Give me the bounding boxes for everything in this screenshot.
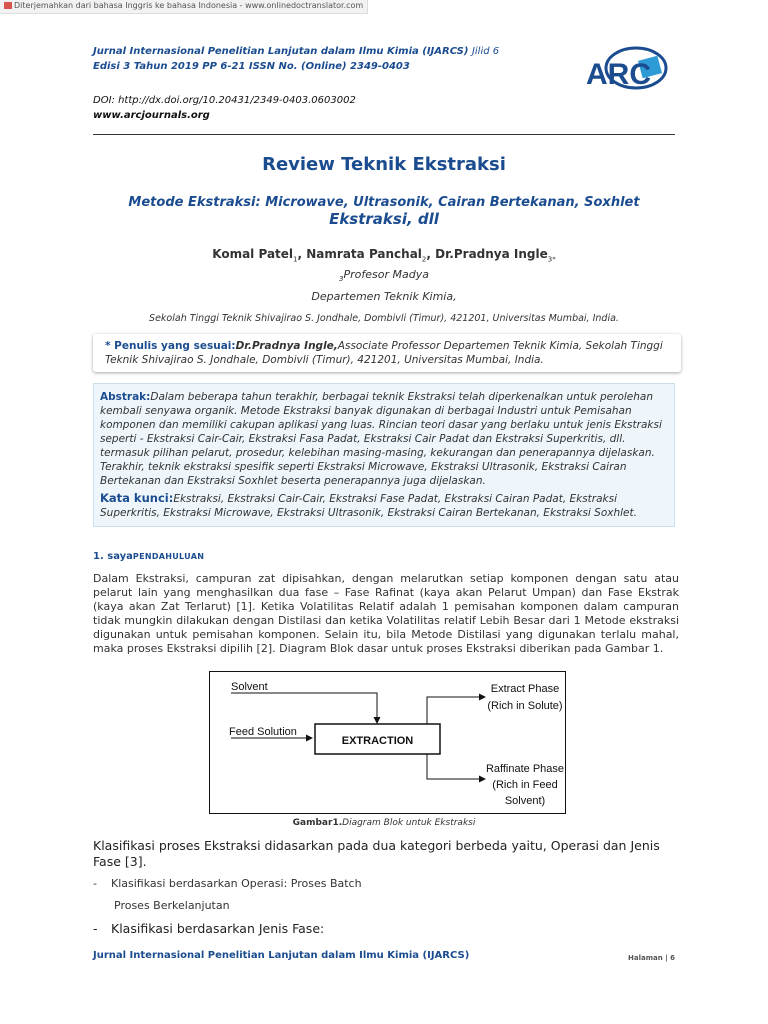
subtitle-line-2: Ekstraksi, dll [329, 210, 439, 228]
corr-text: Associate Professor Departemen Teknik Kimia, Sekolah Tinggi Teknik Shivajirao S. Jondhale, Dombivli (Timur), 421201, Universitas Mumbai, India. [105, 340, 663, 366]
extraction-label: EXTRACTION [341, 735, 414, 747]
author-3: Dr.Pradnya Ingle [435, 247, 548, 261]
extract-label-2: (Rich in Solute) [487, 700, 563, 712]
translator-icon [4, 2, 12, 9]
intro-paragraph: Dalam Ekstraksi, campuran zat dipisahkan, dengan melarutkan setiap komponen dengan satu atau pelarut lain yang menghasilkan dua fase – Fase Rafinat (kaya akan Pelarut Umpan) dan Fase Ekstrak (kaya akan Zat Terlarut) [1]. Ketika Volatilitas Relatif adalah 1 pemisahan komponen dalam campuran tidak mungkin dilakukan dengan Distilasi dan ketika Volatilitas relatif Lebih Besar dari 1 Metode ekstraksi digunakan untuk pemisahan komponen. Selain itu, bila Metode Distilasi yang digunakan terlalu mahal, maka proses Ekstraksi dipilih [2]. Diagram Blok dasar untuk proses Ekstraksi diberikan pada Gambar 1. [93, 572, 679, 655]
section-number: 1. saya [93, 551, 133, 562]
banner-text: Diterjemahkan dari bahasa Inggris ke bahasa Indonesia - www.onlinedoctranslator.com [14, 1, 364, 10]
list-bullet: - [93, 877, 97, 890]
list-item-phase [93, 921, 324, 936]
author-list: Komal Patel$_1$, Namrata Panchal$_2$, Dr.Pradnya Ingle$_{3*}$ [212, 247, 556, 264]
website-link[interactable]: www.arcjournals.org [93, 110, 210, 121]
journal-name: Jurnal Internasional Penelitian Lanjutan dalam Ilmu Kimia (IJARCS) [93, 46, 469, 57]
journal-volume: Jilid 6 [471, 46, 500, 57]
list-bullet: - [93, 921, 98, 936]
classification-intro: Klasifikasi proses Ekstraksi didasarkan pada dua kategori berbeda yaitu, Operasi dan Jenis Fase [3]. [93, 838, 660, 869]
corresponding-author-box [93, 334, 681, 372]
position-text: Profesor Madya [343, 268, 429, 281]
section-title: PENDAHULUAN [132, 552, 205, 561]
figure-label: Gambar1. [292, 818, 343, 828]
corr-label: * Penulis yang sesuai: [105, 340, 236, 352]
abstract-box [93, 383, 675, 527]
keywords-text: Ekstraksi, Ekstraksi Cair-Cair, Ekstraksi Fase Padat, Ekstraksi Cairan Padat, Ekstraksi Superkritis, Ekstraksi Microwave, Ekstraksi Ultrasonik, Ekstraksi Cairan Bertekanan, Ekstraksi Soxhlet. [100, 493, 637, 519]
journal-issue: Edisi 3 Tahun 2019 PP 6-21 ISSN No. (Online) 2349-0403 [93, 61, 410, 72]
author-2: Namrata Panchal [306, 247, 422, 261]
list-item-2-text: Klasifikasi berdasarkan Jenis Fase: [111, 921, 325, 936]
raffinate-label-2: (Rich in Feed [492, 779, 558, 791]
block-diagram [209, 671, 566, 814]
subtitle-line-1: Metode Ekstraksi: Microwave, Ultrasonik, Cairan Bertekanan, Soxhlet [128, 195, 640, 210]
corr-name: Dr.Pradnya Ingle, [235, 340, 338, 352]
section-heading [93, 551, 204, 562]
arc-logo [584, 44, 672, 92]
header-rule [93, 134, 675, 135]
author-2-sup: 2 [421, 255, 427, 264]
list-item-1-text: Klasifikasi berdasarkan Operasi: Proses Batch [111, 877, 362, 890]
abstract-label: Abstrak: [100, 391, 151, 403]
author-1: Komal Patel [212, 247, 294, 261]
author-1-sup: 1 [293, 255, 298, 264]
journal-header [93, 44, 573, 74]
keywords-label: Kata kunci: [100, 491, 174, 505]
article-subtitle [93, 195, 675, 227]
article-title: Review Teknik Ekstraksi [262, 154, 506, 175]
figure-caption-text: Diagram Blok untuk Ekstraksi [342, 818, 476, 828]
extract-label-1: Extract Phase [490, 683, 560, 695]
list-item-continuation: Proses Berkelanjutan [114, 899, 230, 912]
affil-number: 3 [339, 275, 344, 284]
author-3-sup: 3* [547, 255, 556, 264]
translator-banner[interactable] [0, 0, 368, 14]
raffinate-label-3: Solvent) [504, 795, 546, 807]
doi-block [93, 93, 356, 123]
raffinate-label-1: Raffinate Phase [485, 763, 565, 775]
author-position [93, 268, 675, 283]
feed-label: Feed Solution [229, 726, 297, 738]
logo-text: ARC [586, 58, 651, 91]
doi-link[interactable]: DOI: http://dx.doi.org/10.20431/2349-0403.0603002 [93, 95, 356, 106]
school: Sekolah Tinggi Teknik Shivajirao S. Jondhale, Dombivli (Timur), 421201, Universitas Mumbai, India. [149, 313, 619, 324]
footer-journal: Jurnal Internasional Penelitian Lanjutan dalam Ilmu Kimia (IJARCS) [93, 950, 470, 961]
department: Departemen Teknik Kimia, [311, 290, 457, 303]
abstract-text: Dalam beberapa tahun terakhir, berbagai teknik Ekstraksi telah diperkenalkan untuk perolehan kembali senyawa organik. Metode Ekstraksi banyak digunakan di berbagai Industri untuk Pemisahan komponen dan memiliki cakupan aplikasi yang luas. Rincian teori dasar yang berlaku untuk jenis Ekstraksi seperti - Ekstraksi Cair-Cair, Ekstraksi Fasa Padat, Ekstraksi Cair Padat dan Ekstraksi Superkritis, dll. termasuk pilihan pelarut, prosedur, kelebihan masing-masing, kekurangan dan penerapannya dijelaskan. Terakhir, teknik ekstraksi spesifik seperti Ekstraksi Microwave, Ekstraksi Ultrasonik, Ekstraksi Cairan Bertekanan dan Ekstraksi Soxhlet beserta penerapannya juga dijelaskan. [100, 391, 662, 487]
solvent-label: Solvent [231, 681, 268, 693]
figure-caption [93, 818, 675, 828]
page-number: Halaman | 6 [628, 954, 676, 962]
list-item-operation [93, 877, 362, 890]
